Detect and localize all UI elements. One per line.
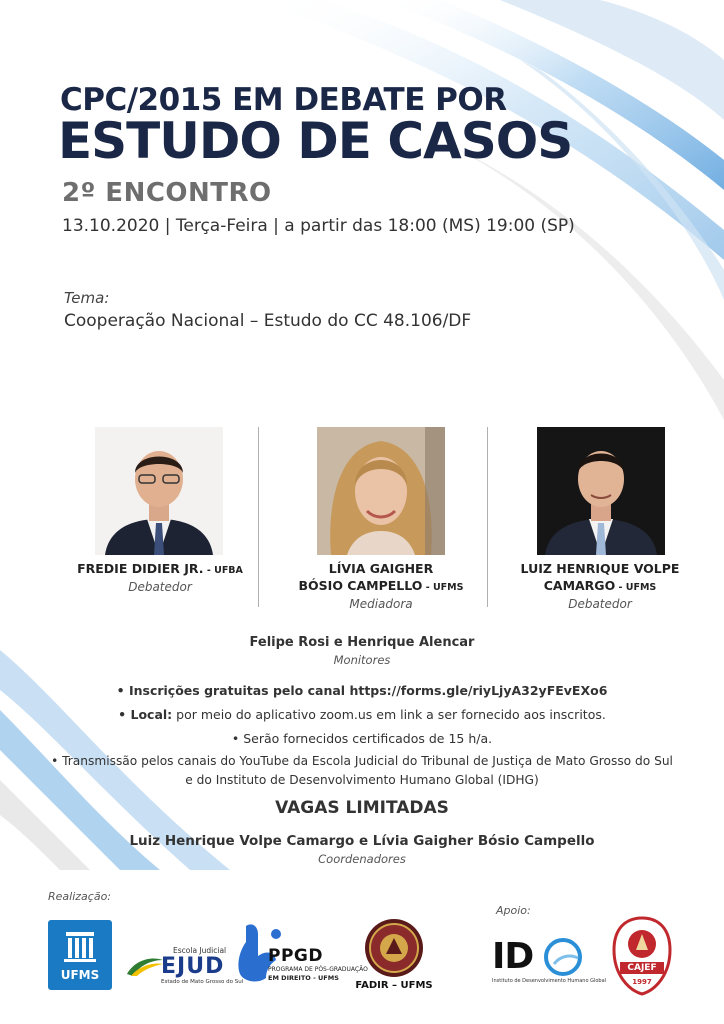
speaker-photo-luiz [537,427,665,555]
cajef-logo: CAJEF 1997 [612,916,672,996]
apoio-label: Apoio: [496,904,531,917]
fadir-seal-icon [364,918,424,978]
speaker-role: Debatedor [568,597,632,611]
speaker-divider-2 [487,427,488,607]
ejud-logo: Escola Judicial EJUD Estado de Mato Grosso do Sul [125,944,235,988]
ufms-logo: UFMS [48,920,112,990]
speaker-role: Debatedor [128,580,192,594]
event-subtitle: 2º ENCONTRO [62,178,272,208]
coordinators-role: Coordenadores [318,852,406,866]
info-local: • Local: por meio do aplicativo zoom.us em link a ser fornecido aos inscritos. [118,707,606,722]
monitors-names: Felipe Rosi e Henrique Alencar [249,635,475,650]
tema-label: Tema: [64,289,110,307]
speaker-name: FREDIE DIDIER JR. - UFBA [77,561,243,576]
speaker-name-line1: LÍVIA GAIGHER [328,561,434,576]
speaker-role: Mediadora [349,597,413,611]
info-transmissao-line1: • Transmissão pelos canais do YouTube da Escola Judicial do Tribunal de Justiça de Mato Grosso do Sul [51,754,673,768]
event-title-line1: CPC/2015 EM DEBATE POR [60,82,507,118]
speaker-livia [281,560,481,612]
coordinators-names: Luiz Henrique Volpe Camargo e Lívia Gaigher Bósio Campello [129,833,595,849]
event-date-line: 13.10.2020 | Terça-Feira | a partir das 18:00 (MS) 19:00 (SP) [62,216,575,236]
info-inscricoes[interactable]: • Inscrições gratuitas pelo canal https://forms.gle/riyLjyA32yFEvEXo6 [116,683,608,698]
speaker-photo-fredie [95,427,223,555]
idhg-logo: ID Instituto de Desenvolvimento Humano Global [492,936,607,984]
ejud-swoosh-icon [125,954,165,978]
speaker-name-line2: BÓSIO CAMPELLO - UFMS [298,578,464,593]
idhg-globe-icon [544,938,582,976]
info-certificados: • Serão fornecidos certificados de 15 h/a. [231,731,493,746]
fadir-logo: FADIR – UFMS [352,918,436,994]
monitors-role: Monitores [333,653,391,667]
tema-text: Cooperação Nacional – Estudo do CC 48.106/DF [64,311,472,331]
event-title-line2: ESTUDO DE CASOS [58,112,573,170]
ppgd-logo: PPGD PROGRAMA DE PÓS-GRADUAÇÃO EM DIREITO - UFMS [236,920,346,986]
speaker-name-line2: CAMARGO - UFMS [543,578,657,593]
speaker-luiz [500,560,700,612]
speaker-name-line1: LUIZ HENRIQUE VOLPE [520,561,680,576]
speaker-photo-livia [317,427,445,555]
speaker-fredie [60,560,260,595]
ufms-building-icon [62,928,98,964]
vagas-limitadas: VAGAS LIMITADAS [275,798,449,818]
realizacao-label: Realização: [48,890,112,903]
background-swoosh-top [0,0,724,480]
info-transmissao-line2: e do Instituto de Desenvolvimento Humano Global (IDHG) [185,773,539,787]
